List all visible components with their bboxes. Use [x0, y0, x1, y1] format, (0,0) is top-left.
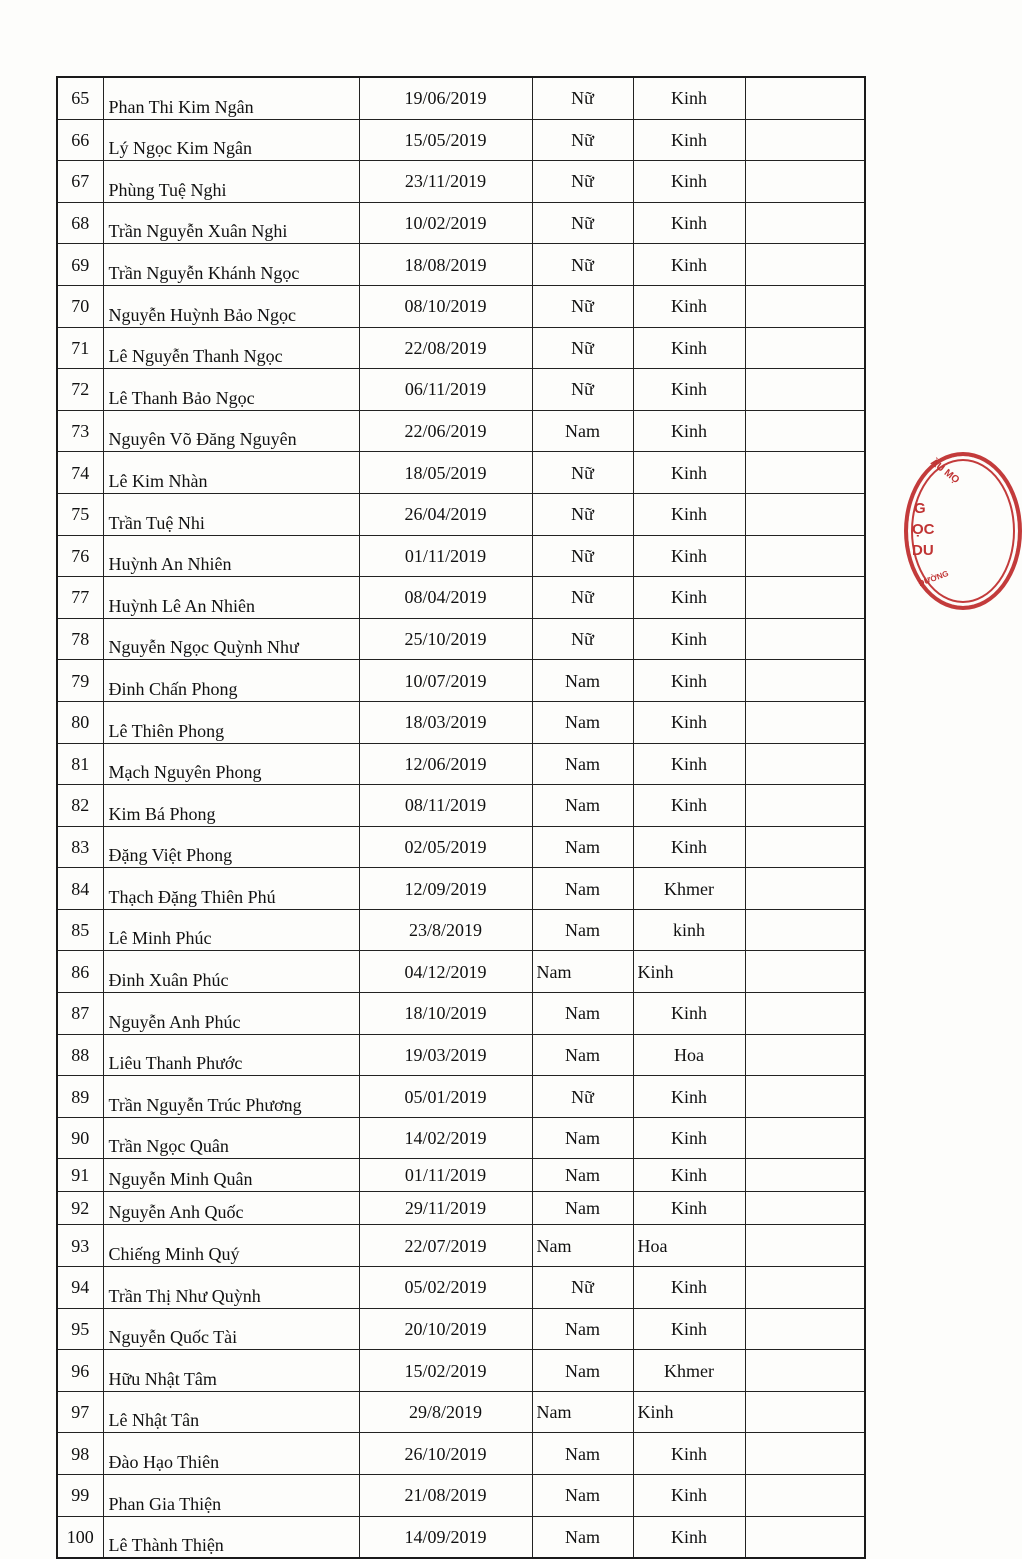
student-name-cell: Nguyễn Ngọc Quỳnh Như: [103, 618, 359, 660]
ethnicity-cell: Kinh: [633, 77, 745, 119]
birth-date-cell: 12/06/2019: [359, 743, 532, 785]
row-number-cell: 83: [57, 826, 103, 868]
note-cell: [745, 1192, 865, 1225]
ethnicity-cell: Kinh: [633, 660, 745, 702]
note-cell: [745, 161, 865, 203]
row-number-cell: 78: [57, 618, 103, 660]
row-number-cell: 98: [57, 1433, 103, 1475]
birth-date-cell: 19/03/2019: [359, 1034, 532, 1076]
table-row: [57, 77, 865, 119]
student-name-cell: Phùng Tuệ Nghi: [103, 161, 359, 203]
table-row: [57, 535, 865, 577]
seal-arc-bottom-text: ĐƯỜNG: [917, 568, 950, 589]
table-row: [57, 868, 865, 910]
table-row: [57, 327, 865, 369]
note-cell: [745, 77, 865, 119]
student-name-cell: Lê Thiên Phong: [103, 701, 359, 743]
ethnicity-cell: Khmer: [633, 868, 745, 910]
student-name-cell: Chiếng Minh Quý: [103, 1225, 359, 1267]
row-number-cell: 88: [57, 1034, 103, 1076]
gender-cell: Nam: [532, 410, 633, 452]
row-number-cell: 79: [57, 660, 103, 702]
table-row: [57, 743, 865, 785]
note-cell: [745, 868, 865, 910]
note-cell: [745, 327, 865, 369]
row-number-cell: 96: [57, 1350, 103, 1392]
student-name-cell: Trần Tuệ Nhi: [103, 493, 359, 535]
ethnicity-cell: Kinh: [633, 161, 745, 203]
student-name-cell: Huỳnh Lê An Nhiên: [103, 577, 359, 619]
seal-line-1: G: [914, 500, 926, 517]
table-row: [57, 1117, 865, 1159]
note-cell: [745, 1225, 865, 1267]
row-number-cell: 94: [57, 1267, 103, 1309]
ethnicity-cell: Kinh: [633, 410, 745, 452]
ethnicity-cell: Kinh: [633, 951, 745, 993]
ethnicity-cell: kinh: [633, 909, 745, 951]
birth-date-cell: 01/11/2019: [359, 535, 532, 577]
row-number-cell: 65: [57, 77, 103, 119]
table-row: [57, 119, 865, 161]
birth-date-cell: 18/05/2019: [359, 452, 532, 494]
student-list-table: [56, 76, 866, 1559]
ethnicity-cell: Kinh: [633, 577, 745, 619]
ethnicity-cell: Kinh: [633, 1192, 745, 1225]
table-row: [57, 785, 865, 827]
birth-date-cell: 22/07/2019: [359, 1225, 532, 1267]
student-name-cell: Lê Minh Phúc: [103, 909, 359, 951]
table-row: [57, 493, 865, 535]
note-cell: [745, 452, 865, 494]
table-row: [57, 452, 865, 494]
row-number-cell: 92: [57, 1192, 103, 1225]
birth-date-cell: 06/11/2019: [359, 369, 532, 411]
ethnicity-cell: Kinh: [633, 1433, 745, 1475]
birth-date-cell: 08/10/2019: [359, 285, 532, 327]
note-cell: [745, 785, 865, 827]
student-name-cell: Trần Thị Như Quỳnh: [103, 1267, 359, 1309]
gender-cell: Nữ: [532, 202, 633, 244]
birth-date-cell: 18/10/2019: [359, 993, 532, 1035]
gender-cell: Nữ: [532, 77, 633, 119]
ethnicity-cell: Hoa: [633, 1225, 745, 1267]
gender-cell: Nữ: [532, 119, 633, 161]
birth-date-cell: 26/04/2019: [359, 493, 532, 535]
student-name-cell: Nguyễn Anh Phúc: [103, 993, 359, 1035]
note-cell: [745, 701, 865, 743]
table-row: [57, 1308, 865, 1350]
birth-date-cell: 02/05/2019: [359, 826, 532, 868]
gender-cell: Nữ: [532, 161, 633, 203]
gender-cell: Nữ: [532, 369, 633, 411]
note-cell: [745, 285, 865, 327]
row-number-cell: 67: [57, 161, 103, 203]
student-name-cell: Phan Gia Thiện: [103, 1475, 359, 1517]
ethnicity-cell: Kinh: [633, 1267, 745, 1309]
ethnicity-cell: Kinh: [633, 1117, 745, 1159]
gender-cell: Nữ: [532, 577, 633, 619]
row-number-cell: 95: [57, 1308, 103, 1350]
gender-cell: Nam: [532, 660, 633, 702]
table-row: [57, 410, 865, 452]
note-cell: [745, 1516, 865, 1558]
note-cell: [745, 577, 865, 619]
student-name-cell: Lê Nguyễn Thanh Ngọc: [103, 327, 359, 369]
table-row: [57, 1391, 865, 1433]
row-number-cell: 68: [57, 202, 103, 244]
ethnicity-cell: Kinh: [633, 285, 745, 327]
table-row: [57, 1433, 865, 1475]
row-number-cell: 93: [57, 1225, 103, 1267]
birth-date-cell: 05/02/2019: [359, 1267, 532, 1309]
gender-cell: Nam: [532, 1117, 633, 1159]
ethnicity-cell: Hoa: [633, 1034, 745, 1076]
table-row: [57, 1475, 865, 1517]
birth-date-cell: 05/01/2019: [359, 1076, 532, 1118]
row-number-cell: 66: [57, 119, 103, 161]
ethnicity-cell: Kinh: [633, 826, 745, 868]
birth-date-cell: 20/10/2019: [359, 1308, 532, 1350]
gender-cell: Nam: [532, 1308, 633, 1350]
table-row: [57, 577, 865, 619]
student-name-cell: Nguyên Võ Đăng Nguyên: [103, 410, 359, 452]
birth-date-cell: 01/11/2019: [359, 1159, 532, 1192]
note-cell: [745, 1391, 865, 1433]
gender-cell: Nam: [532, 826, 633, 868]
student-name-cell: Hữu Nhật Tâm: [103, 1350, 359, 1392]
gender-cell: Nam: [532, 743, 633, 785]
student-name-cell: Lê Kim Nhàn: [103, 452, 359, 494]
gender-cell: Nam: [532, 1225, 633, 1267]
birth-date-cell: 04/12/2019: [359, 951, 532, 993]
note-cell: [745, 1117, 865, 1159]
note-cell: [745, 1267, 865, 1309]
ethnicity-cell: Kinh: [633, 119, 745, 161]
gender-cell: Nữ: [532, 452, 633, 494]
row-number-cell: 75: [57, 493, 103, 535]
table-row: [57, 1516, 865, 1558]
student-name-cell: Trần Ngọc Quân: [103, 1117, 359, 1159]
student-name-cell: Trần Nguyễn Xuân Nghi: [103, 202, 359, 244]
student-list-body: [57, 77, 865, 1558]
table-row: [57, 951, 865, 993]
birth-date-cell: 12/09/2019: [359, 868, 532, 910]
note-cell: [745, 493, 865, 535]
birth-date-cell: 23/8/2019: [359, 909, 532, 951]
gender-cell: Nam: [532, 951, 633, 993]
birth-date-cell: 26/10/2019: [359, 1433, 532, 1475]
ethnicity-cell: Kinh: [633, 1475, 745, 1517]
row-number-cell: 70: [57, 285, 103, 327]
table-row: [57, 369, 865, 411]
gender-cell: Nam: [532, 1391, 633, 1433]
gender-cell: Nữ: [532, 535, 633, 577]
table-row: [57, 1034, 865, 1076]
ethnicity-cell: Kinh: [633, 1516, 745, 1558]
table-row: [57, 202, 865, 244]
birth-date-cell: 21/08/2019: [359, 1475, 532, 1517]
student-name-cell: Lê Thanh Bảo Ngọc: [103, 369, 359, 411]
row-number-cell: 73: [57, 410, 103, 452]
table-row: [57, 1159, 865, 1192]
row-number-cell: 71: [57, 327, 103, 369]
birth-date-cell: 18/03/2019: [359, 701, 532, 743]
note-cell: [745, 1159, 865, 1192]
birth-date-cell: 15/02/2019: [359, 1350, 532, 1392]
birth-date-cell: 25/10/2019: [359, 618, 532, 660]
table-row: [57, 826, 865, 868]
gender-cell: Nam: [532, 868, 633, 910]
student-name-cell: Đào Hạo Thiên: [103, 1433, 359, 1475]
note-cell: [745, 369, 865, 411]
ethnicity-cell: Kinh: [633, 244, 745, 286]
ethnicity-cell: Kinh: [633, 1159, 745, 1192]
school-seal-stamp: [904, 452, 1022, 610]
note-cell: [745, 202, 865, 244]
table-row: [57, 660, 865, 702]
table-row: [57, 1267, 865, 1309]
row-number-cell: 84: [57, 868, 103, 910]
gender-cell: Nam: [532, 785, 633, 827]
row-number-cell: 81: [57, 743, 103, 785]
birth-date-cell: 29/8/2019: [359, 1391, 532, 1433]
row-number-cell: 89: [57, 1076, 103, 1118]
student-name-cell: Nguyễn Minh Quân: [103, 1159, 359, 1192]
note-cell: [745, 743, 865, 785]
student-name-cell: Nguyễn Huỳnh Bảo Ngọc: [103, 285, 359, 327]
gender-cell: Nam: [532, 1192, 633, 1225]
note-cell: [745, 1475, 865, 1517]
ethnicity-cell: Khmer: [633, 1350, 745, 1392]
note-cell: [745, 244, 865, 286]
row-number-cell: 100: [57, 1516, 103, 1558]
student-name-cell: Kim Bá Phong: [103, 785, 359, 827]
birth-date-cell: 10/02/2019: [359, 202, 532, 244]
gender-cell: Nam: [532, 1516, 633, 1558]
table-row: [57, 285, 865, 327]
row-number-cell: 76: [57, 535, 103, 577]
seal-line-2: ỌC: [912, 521, 935, 538]
table-row: [57, 1192, 865, 1225]
gender-cell: Nam: [532, 1159, 633, 1192]
table-row: [57, 701, 865, 743]
note-cell: [745, 826, 865, 868]
table-row: [57, 1350, 865, 1392]
ethnicity-cell: Kinh: [633, 743, 745, 785]
student-name-cell: Lý Ngọc Kim Ngân: [103, 119, 359, 161]
ethnicity-cell: Kinh: [633, 452, 745, 494]
gender-cell: Nữ: [532, 285, 633, 327]
student-name-cell: Lê Thành Thiện: [103, 1516, 359, 1558]
student-name-cell: Trần Nguyễn Trúc Phương: [103, 1076, 359, 1118]
student-name-cell: Đinh Xuân Phúc: [103, 951, 359, 993]
ethnicity-cell: Kinh: [633, 202, 745, 244]
student-name-cell: Đặng Việt Phong: [103, 826, 359, 868]
table-row: [57, 618, 865, 660]
birth-date-cell: 22/08/2019: [359, 327, 532, 369]
gender-cell: Nam: [532, 1034, 633, 1076]
birth-date-cell: 23/11/2019: [359, 161, 532, 203]
note-cell: [745, 1350, 865, 1392]
note-cell: [745, 660, 865, 702]
student-name-cell: Nguyễn Anh Quốc: [103, 1192, 359, 1225]
birth-date-cell: 29/11/2019: [359, 1192, 532, 1225]
ethnicity-cell: Kinh: [633, 327, 745, 369]
gender-cell: Nam: [532, 1350, 633, 1392]
row-number-cell: 97: [57, 1391, 103, 1433]
ethnicity-cell: Kinh: [633, 618, 745, 660]
birth-date-cell: 08/11/2019: [359, 785, 532, 827]
note-cell: [745, 535, 865, 577]
gender-cell: Nữ: [532, 1076, 633, 1118]
seal-arc-top-text: ẦU MỌ: [928, 456, 962, 487]
note-cell: [745, 618, 865, 660]
table-row: [57, 161, 865, 203]
gender-cell: Nam: [532, 1475, 633, 1517]
table-row: [57, 1076, 865, 1118]
ethnicity-cell: Kinh: [633, 701, 745, 743]
note-cell: [745, 410, 865, 452]
birth-date-cell: 22/06/2019: [359, 410, 532, 452]
row-number-cell: 77: [57, 577, 103, 619]
row-number-cell: 85: [57, 909, 103, 951]
student-name-cell: Mạch Nguyên Phong: [103, 743, 359, 785]
ethnicity-cell: Kinh: [633, 993, 745, 1035]
birth-date-cell: 14/09/2019: [359, 1516, 532, 1558]
gender-cell: Nữ: [532, 1267, 633, 1309]
gender-cell: Nam: [532, 701, 633, 743]
gender-cell: Nữ: [532, 618, 633, 660]
note-cell: [745, 1034, 865, 1076]
ethnicity-cell: Kinh: [633, 1076, 745, 1118]
table-row: [57, 993, 865, 1035]
ethnicity-cell: Kinh: [633, 369, 745, 411]
student-name-cell: Lê Nhật Tân: [103, 1391, 359, 1433]
note-cell: [745, 119, 865, 161]
gender-cell: Nam: [532, 909, 633, 951]
birth-date-cell: 15/05/2019: [359, 119, 532, 161]
gender-cell: Nam: [532, 1433, 633, 1475]
row-number-cell: 80: [57, 701, 103, 743]
note-cell: [745, 1076, 865, 1118]
row-number-cell: 74: [57, 452, 103, 494]
note-cell: [745, 1433, 865, 1475]
student-name-cell: Thạch Đặng Thiên Phú: [103, 868, 359, 910]
birth-date-cell: 10/07/2019: [359, 660, 532, 702]
row-number-cell: 87: [57, 993, 103, 1035]
row-number-cell: 90: [57, 1117, 103, 1159]
ethnicity-cell: Kinh: [633, 535, 745, 577]
row-number-cell: 69: [57, 244, 103, 286]
ethnicity-cell: Kinh: [633, 785, 745, 827]
note-cell: [745, 951, 865, 993]
student-name-cell: Nguyễn Quốc Tài: [103, 1308, 359, 1350]
gender-cell: Nữ: [532, 493, 633, 535]
gender-cell: Nữ: [532, 244, 633, 286]
row-number-cell: 72: [57, 369, 103, 411]
birth-date-cell: 08/04/2019: [359, 577, 532, 619]
student-name-cell: Liêu Thanh Phước: [103, 1034, 359, 1076]
note-cell: [745, 993, 865, 1035]
student-name-cell: Đinh Chấn Phong: [103, 660, 359, 702]
student-name-cell: Trần Nguyễn Khánh Ngọc: [103, 244, 359, 286]
birth-date-cell: 14/02/2019: [359, 1117, 532, 1159]
birth-date-cell: 18/08/2019: [359, 244, 532, 286]
gender-cell: Nam: [532, 993, 633, 1035]
note-cell: [745, 1308, 865, 1350]
ethnicity-cell: Kinh: [633, 493, 745, 535]
student-name-cell: Huỳnh An Nhiên: [103, 535, 359, 577]
row-number-cell: 82: [57, 785, 103, 827]
seal-line-3: DU: [912, 542, 934, 559]
student-name-cell: Phan Thi Kim Ngân: [103, 77, 359, 119]
note-cell: [745, 909, 865, 951]
row-number-cell: 99: [57, 1475, 103, 1517]
table-row: [57, 909, 865, 951]
row-number-cell: 86: [57, 951, 103, 993]
ethnicity-cell: Kinh: [633, 1391, 745, 1433]
gender-cell: Nữ: [532, 327, 633, 369]
row-number-cell: 91: [57, 1159, 103, 1192]
table-row: [57, 1225, 865, 1267]
table-row: [57, 244, 865, 286]
birth-date-cell: 19/06/2019: [359, 77, 532, 119]
ethnicity-cell: Kinh: [633, 1308, 745, 1350]
